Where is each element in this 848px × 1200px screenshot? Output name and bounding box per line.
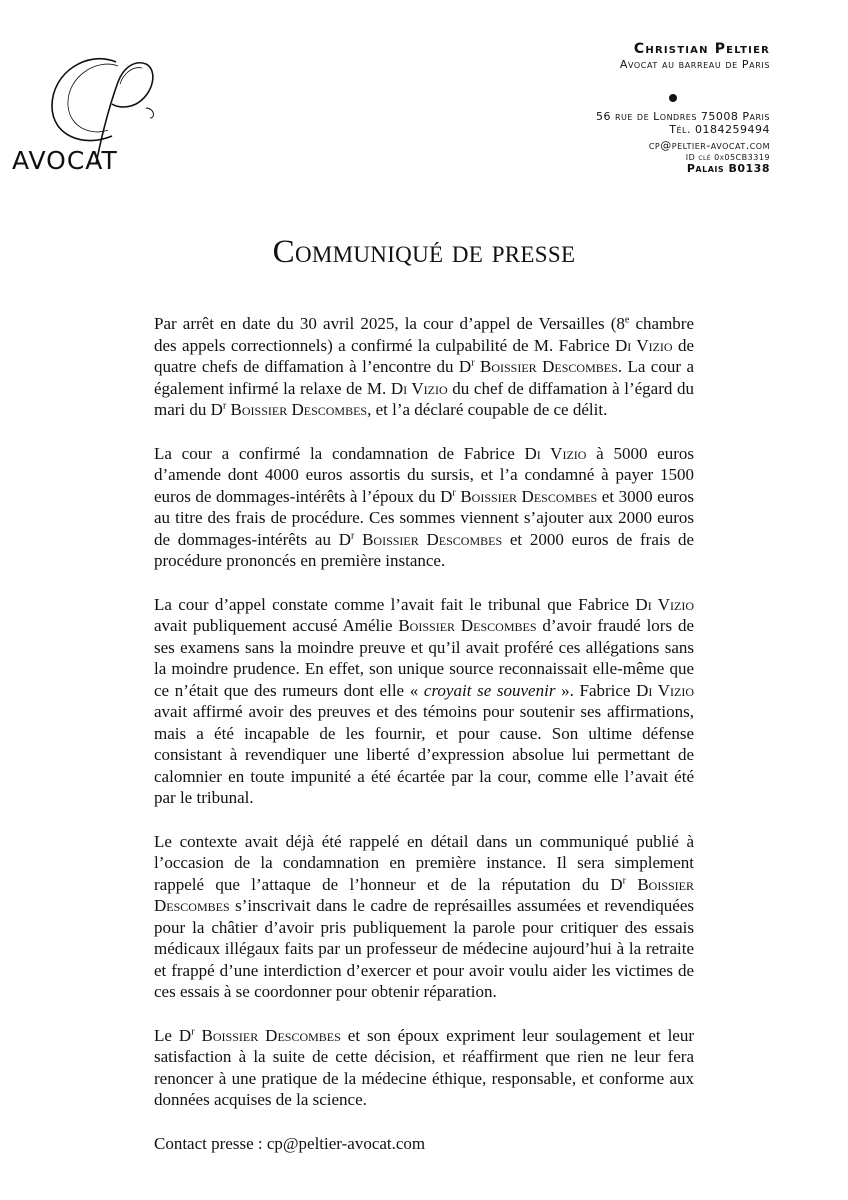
logo-word: AVOCAT <box>12 146 118 175</box>
key-id: ID clé 0x05CB3319 <box>685 153 770 162</box>
paragraph-2: La cour a confirmé la condamnation de Fabrice Di Vizio à 5000 euros d’amende dont 4000 euros assortis du sursis, et l’a condamné à payer 1500 euros de dommages-intérêts à l’époux du $D^r$ Boissier Descombes et 3000 euros au titre des frais de procédure. Ces sommes viennent s’ajouter aux 2000 euros de dommages-intérêts au $D^r$ Boissier Descombes et 2000 euros de frais de procédure prononcés en première instance. <box>154 443 695 570</box>
bullet-dot-icon <box>669 94 677 102</box>
lawyer-name: Christian Peltier <box>633 41 770 57</box>
paragraph-4: Le contexte avait déjà été rappelé en détail dans un communiqué publié à l’occasion de la condamnation en première instance. Il sera simplement rappelé que l’attaque de l’honneur et de la réputation du $D^r$ Boissier Descombes s’inscrivait dans le cadre de représailles assumées et revendiquées pour la châtier d’avoir pris publiquement la parole pour critiquer des essais médicaux illégaux faits par un professeur de médecine aujourd’hui à la retraite et frappé d’une interdiction d’exercer et pour avoir voulu aider les victimes de ces essais à se coordonner pour obtenir réparation. <box>154 831 695 1001</box>
paragraph-5: Le $D^r$ Boissier Descombes et son époux expriment leur soulagement et leur satisfaction à la suite de cette décision, et réaffirment que rien ne leur fera renoncer à une pratique de la médecine éthique, responsable, et conforme aux données acquises de la science. <box>154 1025 695 1109</box>
lawyer-title: Avocat au barreau de Paris <box>619 58 770 71</box>
phone: Tél. 0184259494 <box>669 123 770 136</box>
press-contact: Contact presse : cp@peltier-avocat.com <box>154 1133 426 1153</box>
letterhead <box>470 40 770 175</box>
paragraph-1: Par arrêt en date du 30 avril 2025, la cour d’appel de Versailles (8e chambre des appels correctionnels) a confirmé la culpabilité de M. Fabrice Di Vizio de quatre chefs de diffamation à l’encontre du $D^r$ Boissier Descombes. La cour a également infirmé la relaxe de M. Di Vizio du chef de diffamation à l’égard du mari du $D^r$ Boissier Descombes, et l’a déclaré coupable de ce délit. <box>154 314 695 419</box>
palais-code: Palais B0138 <box>686 162 770 175</box>
page-title: Communiqué de presse <box>272 234 576 270</box>
paragraph-3: La cour d’appel constate comme l’avait fait le tribunal que Fabrice Di Vizio avait publiquement accusé Amélie Boissier Descombes d’avoir fraudé lors de ses examens sans la moindre preuve et qu’il avait proféré ces allégations sans la moindre prudence. En effet, son unique source reconnaissait elle-même que ce n’était que des rumeurs dont elle « croyait se souvenir ». Fabrice Di Vizio avait affirmé avoir des preuves et des témoins pour soutenir ses affirmations, mais a été incapable de les fournir, et pour cause. Son ultime défense consistant à revendiquer une liberté d’expression absolue lui permettant de calomnier en toute impunité a été écartée par la cour, comme elle l’avait été par le tribunal. <box>154 594 695 807</box>
press-release-body <box>154 313 694 1176</box>
address: 56 rue de Londres 75008 Paris <box>595 110 770 123</box>
email-link[interactable]: cp@peltier-avocat.com <box>648 139 770 152</box>
